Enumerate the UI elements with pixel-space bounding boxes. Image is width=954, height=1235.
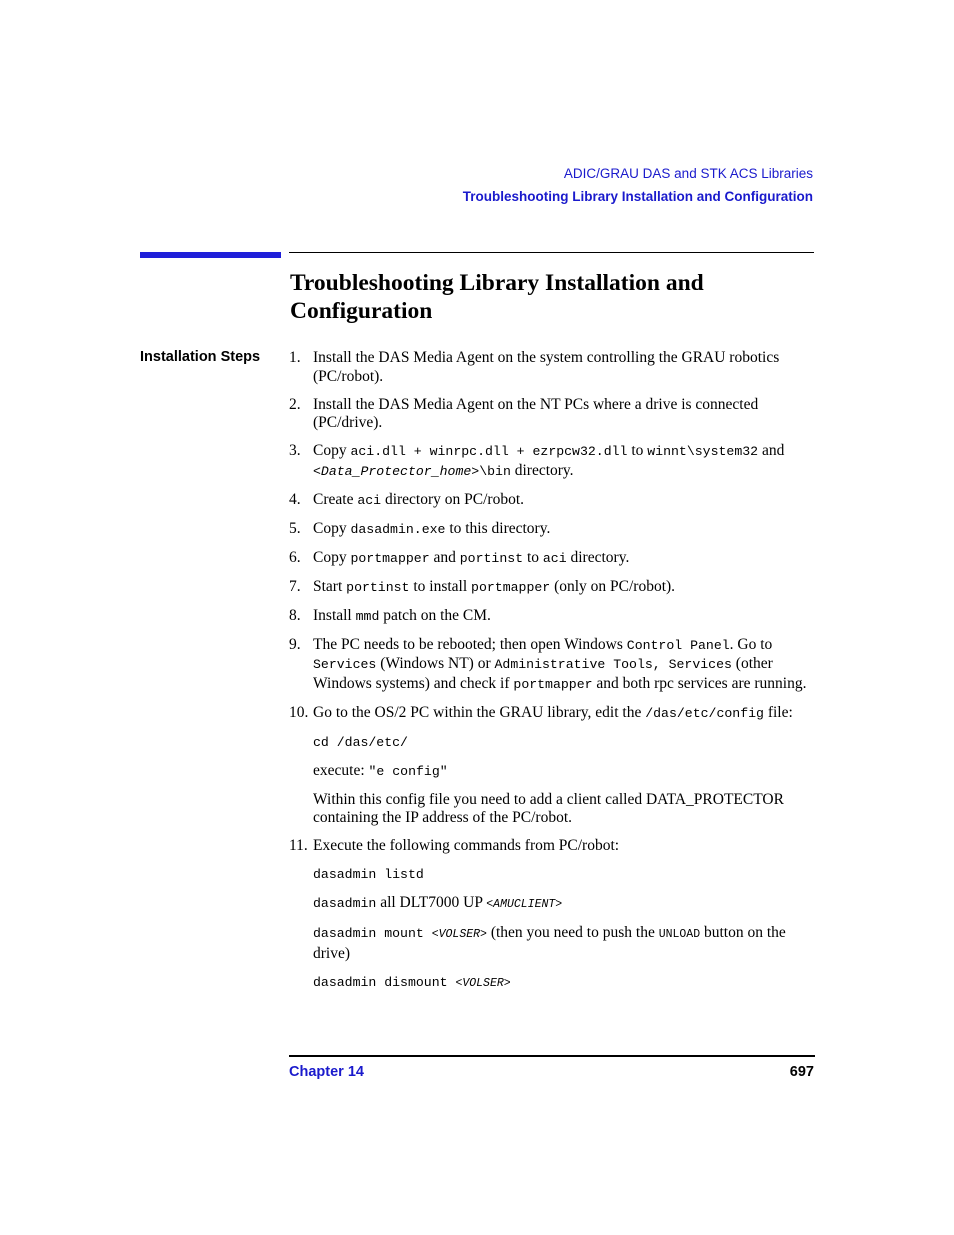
step-text: Start (313, 577, 347, 595)
step-text: to (523, 548, 543, 566)
step-text: Execute the following commands from PC/robot: (313, 837, 620, 854)
step-paragraph: Within this config file you need to add a client called DATA_PROTECTOR containing the IP address of the PC/robot. (313, 790, 784, 826)
code-text: Administrative Tools, Services (494, 657, 732, 672)
code-text: dasadmin.exe (350, 521, 446, 537)
step-text: Copy (313, 548, 351, 566)
list-item (289, 607, 819, 627)
command-line (313, 924, 819, 963)
running-header-section: Troubleshooting Library Installation and Configuration (462, 189, 813, 204)
step-text: Install (313, 606, 356, 624)
step-text: (Windows NT) or (376, 655, 495, 672)
step-text: directory. (510, 461, 574, 479)
code-text: dasadmin dismount (313, 974, 456, 990)
code-text: portmapper (471, 579, 551, 595)
list-item (289, 549, 819, 569)
step-text: patch on the CM. (379, 606, 491, 624)
step-text: and (758, 442, 785, 459)
code-text: \bin (479, 463, 511, 479)
code-text: portmapper (513, 676, 593, 692)
footer-chapter: Chapter 14 (289, 1064, 364, 1080)
step-number: 11. (289, 837, 308, 854)
code-text: dasadmin mount (313, 926, 432, 941)
step-number: 3. (289, 442, 301, 459)
code-text: Services (313, 657, 377, 672)
command-line (313, 762, 819, 782)
list-item (289, 578, 819, 598)
step-text: (other Windows systems) and check if (313, 655, 773, 692)
list-item (289, 520, 819, 540)
step-text: Copy (313, 519, 351, 537)
step-text: to install (409, 577, 472, 595)
step-text: Install the DAS Media Agent on the NT PCs where a drive is connected (PC/drive). (313, 395, 759, 431)
step-number: 4. (289, 490, 301, 508)
running-header-chapter: ADIC/GRAU DAS and STK ACS Libraries (563, 166, 813, 181)
code-text: aci.dll + winrpc.dll + ezrpcw32.dll (350, 444, 628, 459)
step-number: 8. (289, 606, 301, 624)
step-number: 2. (289, 395, 301, 413)
code-variable: <Data_Protector_home> (313, 463, 480, 479)
code-text: portmapper (350, 550, 430, 566)
code-variable: <VOLSER> (455, 976, 511, 990)
list-item (289, 442, 819, 481)
step-text: and both rpc services are running. (592, 674, 807, 692)
list-item (289, 491, 819, 511)
step-text: directory. (566, 548, 630, 566)
command-line (313, 894, 819, 915)
step-text: to (627, 442, 648, 459)
step-number: 1. (289, 349, 301, 366)
code-text: winnt\system32 (647, 444, 759, 459)
step-text: and (429, 548, 460, 566)
code-variable: <VOLSER> (431, 928, 487, 941)
code-text: dasadmin (313, 896, 377, 911)
code-text: aci (357, 492, 382, 508)
step-text: all DLT7000 UP (376, 894, 487, 911)
side-heading: Installation Steps (140, 349, 261, 365)
list-item (289, 704, 819, 828)
step-text: button on the drive) (313, 924, 786, 962)
code-text: "e config" (368, 763, 448, 779)
code-text: aci (542, 550, 567, 566)
footer-divider (289, 1055, 815, 1057)
installation-steps-list (289, 349, 819, 1003)
step-number: 5. (289, 519, 301, 537)
page-number: 697 (789, 1064, 814, 1080)
list-item (289, 837, 819, 993)
step-text: Copy (313, 442, 351, 459)
code-text: cd /das/etc/ (313, 734, 408, 750)
list-item (289, 636, 819, 695)
step-text: file: (763, 703, 793, 721)
list-item (289, 396, 819, 433)
step-text: . Go to (729, 635, 773, 653)
command-line (313, 733, 819, 753)
step-text: Go to the OS/2 PC within the GRAU library, edit the (313, 703, 646, 721)
command-line (313, 973, 819, 994)
step-text: Create (313, 490, 358, 508)
code-text: /das/etc/config (645, 705, 764, 721)
list-item (289, 349, 819, 386)
code-variable: <AMUCLIENT> (486, 898, 563, 911)
command-line (313, 865, 819, 885)
step-number: 9. (289, 635, 301, 653)
step-number: 10. (289, 703, 309, 721)
code-text: mmd (355, 608, 380, 624)
code-text: portinst (346, 579, 410, 595)
section-divider (289, 252, 814, 253)
step-text: directory on PC/robot. (381, 490, 525, 508)
code-text: portinst (459, 550, 524, 566)
step-number: 7. (289, 577, 301, 595)
step-text: (only on PC/robot). (550, 577, 676, 595)
step-text: (then you need to push the (486, 924, 659, 941)
code-text: UNLOAD (658, 928, 701, 941)
section-accent-bar (140, 252, 281, 258)
page-title: Troubleshooting Library Installation and Configuration (290, 270, 704, 324)
step-text: execute: (313, 761, 369, 779)
step-number: 6. (289, 548, 301, 566)
step-text: to this directory. (445, 519, 551, 537)
code-text: Control Panel (626, 637, 730, 653)
step-text: The PC needs to be rebooted; then open Windows (313, 635, 627, 653)
step-text: Install the DAS Media Agent on the system controlling the GRAU robotics (PC/robot). (313, 349, 780, 385)
code-text: dasadmin listd (313, 867, 424, 882)
